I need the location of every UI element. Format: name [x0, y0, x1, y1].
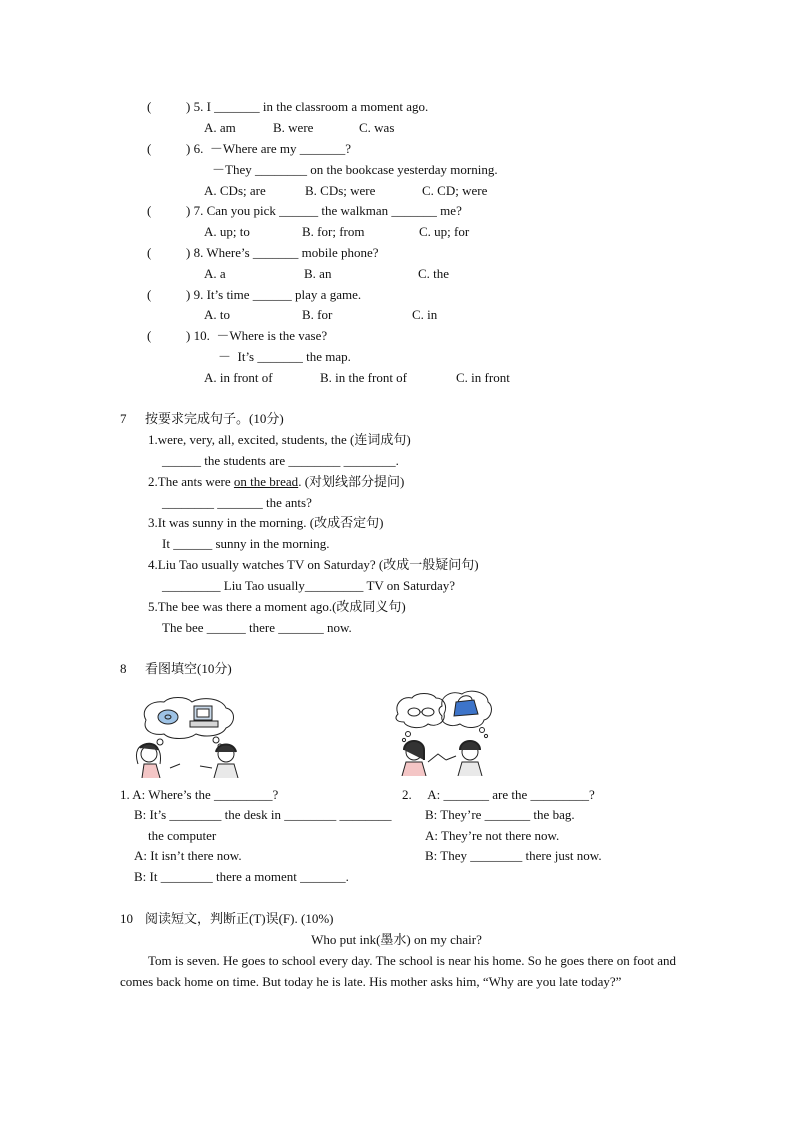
option-c: C. in — [412, 307, 438, 322]
question-stem-2: － It’s _______ the map. — [218, 349, 351, 364]
answer-paren[interactable]: ( — [147, 245, 152, 260]
option-a: A. a — [204, 266, 226, 281]
section-title: 看图填空(10分) — [145, 661, 232, 676]
option-a: A. CDs; are — [204, 183, 266, 198]
question-stem: ) 9. It’s time ______ play a game. — [186, 287, 362, 302]
option-c: C. the — [418, 266, 450, 281]
answer-paren[interactable]: ( — [147, 203, 152, 218]
dialogue-1-line-2[interactable]: B: It’s ________ the desk in ________ ________ — [134, 807, 392, 822]
option-b: B. for — [302, 307, 333, 322]
option-b: B. in the front of — [320, 370, 408, 385]
girls-thinking-computer-illustration — [130, 694, 246, 778]
option-c: C. was — [359, 120, 395, 135]
prompt-3: 3.It was sunny in the morning. (改成否定句) — [148, 515, 384, 530]
option-b: B. were — [273, 120, 314, 135]
answer-line-1[interactable]: ______ the students are ________ ________. — [162, 453, 399, 468]
option-a: A. up; to — [204, 224, 250, 239]
answer-paren[interactable]: ( — [147, 99, 152, 114]
section-number: 10 — [120, 911, 133, 926]
prompt-5: 5.The bee was there a moment ago.(改成同义句) — [148, 599, 406, 614]
prompt-2-instruction: . (对划线部分提问) — [298, 474, 405, 489]
section-title: 阅读短文，判断正(T)误(F). (10%) — [145, 911, 334, 926]
dialogue-1-line-1[interactable]: 1. A: Where’s the _________? — [120, 787, 279, 802]
question-stem: ) 6. －Where are my _______? — [186, 141, 351, 156]
prompt-1: 1.were, very, all, excited, students, the (连词成句) — [148, 432, 411, 447]
answer-line-2[interactable]: ________ _______ the ants? — [162, 495, 312, 510]
option-a: A. am — [204, 120, 236, 135]
answer-paren[interactable]: ( — [147, 141, 152, 156]
answer-paren[interactable]: ( — [147, 328, 152, 343]
option-c: C. CD; were — [422, 183, 488, 198]
question-stem: ) 10. －Where is the vase? — [186, 328, 328, 343]
prompt-4: 4.Liu Tao usually watches TV on Saturday? (改成一般疑问句) — [148, 557, 479, 572]
option-b: B. CDs; were — [305, 183, 376, 198]
question-stem: ) 5. I _______ in the classroom a moment ago. — [186, 99, 429, 114]
dialogue-2-line-2[interactable]: B: They’re _______ the bag. — [425, 807, 575, 822]
question-stem: ) 7. Can you pick ______ the walkman _______ me? — [186, 203, 462, 218]
dialogue-2-line-4[interactable]: B: They ________ there just now. — [425, 848, 602, 863]
dialogue-1-line-3: the computer — [148, 828, 217, 843]
underlined-phrase: on the bread — [233, 474, 299, 489]
prompt-2-text: 2.The ants were — [148, 474, 234, 489]
option-b: B. an — [304, 266, 332, 281]
dialogue-1-line-5[interactable]: B: It ________ there a moment _______. — [134, 869, 349, 884]
passage-text: Tom is seven. He goes to school every day. The school is near his home. So he goes there on foot and comes back home on time. But today he is late. His mother asks him, “Why are you late today?” — [120, 953, 676, 989]
dialogue-2-line-3: A: They’re not there now. — [425, 828, 560, 843]
girls-thinking-glasses-bag-illustration — [394, 690, 494, 776]
section-number: 8 — [120, 661, 127, 676]
prompt-2 — [148, 474, 404, 490]
question-stem: ) 8. Where’s _______ mobile phone? — [186, 245, 379, 260]
passage-title: Who put ink(墨水) on my chair? — [311, 932, 482, 947]
question-stem-2: －They ________ on the bookcase yesterday morning. — [212, 162, 498, 177]
answer-line-4[interactable]: _________ Liu Tao usually_________ TV on Saturday? — [162, 578, 456, 593]
section-title: 按要求完成句子。(10分) — [145, 411, 284, 426]
section-number: 7 — [120, 411, 127, 426]
dialogue-2-line-1[interactable]: 2. A: _______ are the _________? — [402, 787, 595, 802]
option-c: C. up; for — [419, 224, 470, 239]
option-a: A. in front of — [204, 370, 273, 385]
answer-line-3[interactable]: It ______ sunny in the morning. — [162, 536, 330, 551]
dialogue-1-line-4: A: It isn’t there now. — [134, 848, 242, 863]
option-c: C. in front — [456, 370, 510, 385]
answer-line-5[interactable]: The bee ______ there _______ now. — [162, 620, 352, 635]
answer-paren[interactable]: ( — [147, 287, 152, 302]
option-b: B. for; from — [302, 224, 365, 239]
option-a: A. to — [204, 307, 230, 322]
